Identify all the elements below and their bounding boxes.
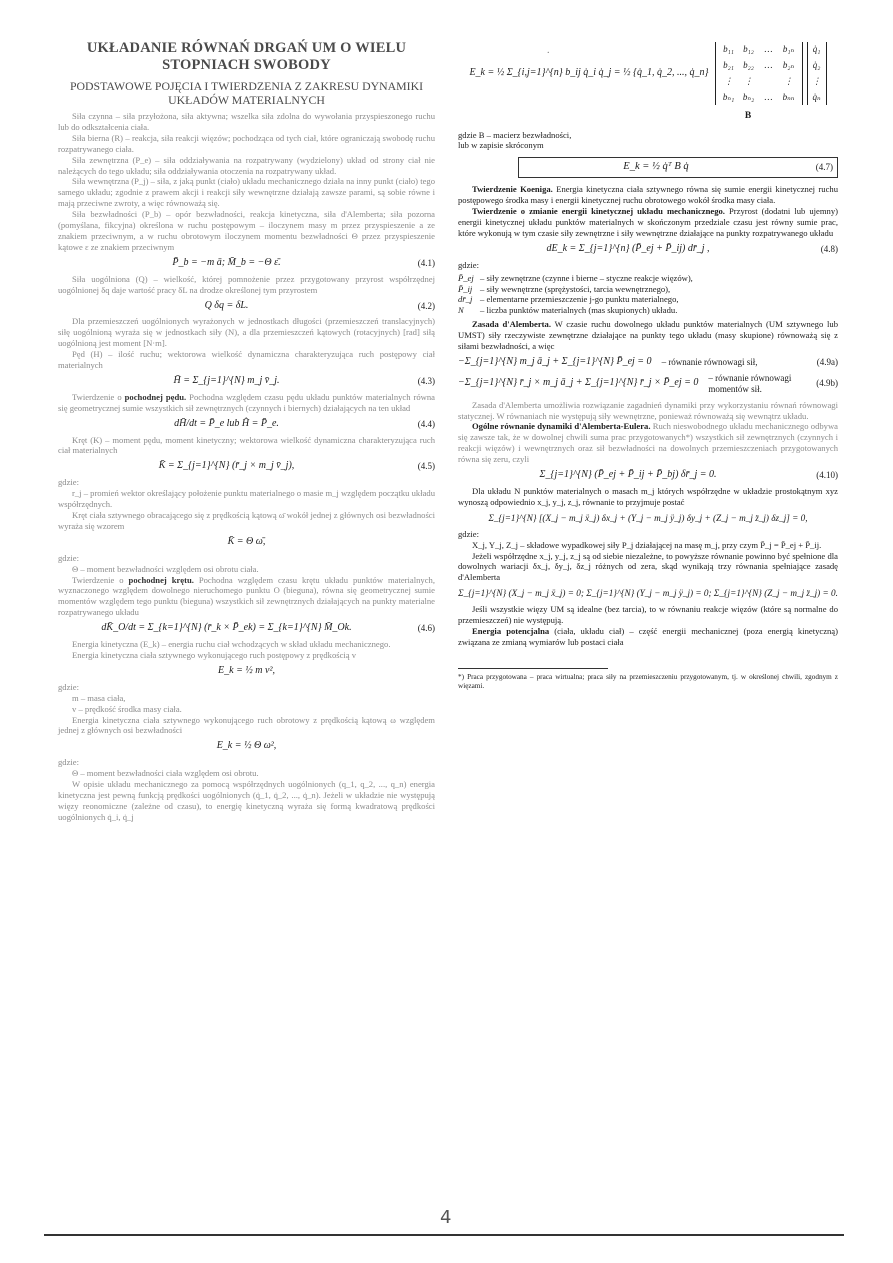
- gdzie-label: gdzie:: [458, 259, 479, 270]
- paragraph: [458, 626, 838, 648]
- equation: [458, 513, 838, 524]
- paragraph: Kręt ciała sztywnego obracającego się z prędkością kątową ω̄ wokół jednej z głównych osi bezwładności wyraża się wzorem: [58, 510, 435, 531]
- vector-cell: q̇₂: [812, 59, 821, 70]
- matrix-cell: [759, 76, 779, 87]
- paragraph: [458, 319, 838, 352]
- text-run: Energia kinetyczna ciała sztywnego równa się sumie energii kinetycznej ruchu postępowego środka masy i energii kinetycznej ruchu obrotowego wokół środka masy ciała.: [458, 184, 838, 206]
- text-run: Pochodna względem czasu krętu układu punktów materialnych, wyznaczonego względem dowolnego nieruchomego punktu O (bieguna), równa się geometrycznej sumie momentów względem tego punktu (bieguna) wszystkich sił zewnętrznych działających na punkty materialne rozpatrywanego układu: [58, 574, 435, 618]
- equation-body: −Σ_{j=1}^{N} m_j ā_j + Σ_{j=1}^{N} P̄_ej = 0: [458, 355, 652, 367]
- definition-row: [458, 284, 838, 295]
- gdzie-label: gdzie:: [458, 528, 479, 539]
- inertia-matrix: [715, 42, 803, 105]
- equation-number: (4.6): [417, 623, 435, 634]
- scan-mark: .: [547, 45, 550, 56]
- equation: [458, 244, 838, 255]
- text-run: Ruch nieswobodnego układu mechanicznego odbywa się zawsze tak, że w dowolnej chwili suma prac przygotowanych*) wszystkich sił zewnętrznych (czynnych i reakcji więzów) i wewnętrznych oraz sił bezwładności na dowolnych przemieszczeniach przygotowanych równa się zeru, czyli: [458, 421, 838, 465]
- definition-row: [458, 273, 838, 284]
- symbol: P̄_ij: [458, 283, 473, 294]
- bottom-rule: [44, 1234, 844, 1236]
- matrix-cell: b₂₁: [723, 59, 734, 70]
- definition-text: – siły zewnętrzne (czynne i bierne – styczne reakcje więzów),: [480, 272, 693, 283]
- paragraph: X_j, Y_j, Z_j – składowe wypadkowej siły P_j działającej na masę m_j, przy czym P̄_j = P̄_ej + P̄_ij.: [472, 539, 822, 550]
- paragraph: [458, 421, 838, 465]
- equation-body: H̄ = Σ_{j=1}^{N} m_j v̄_j.: [173, 374, 280, 386]
- section-title: PODSTAWOWE POJĘCIA I TWIERDZENIA Z ZAKRESU DYNAMIKI UKŁADÓW MATERIALNYCH: [69, 79, 424, 107]
- equation-body: K̄ = Σ_{j=1}^{N} (r̄_j × m_j v̄_j),: [158, 460, 295, 472]
- matrix-label: B: [744, 110, 752, 121]
- equation: [58, 301, 435, 312]
- paragraph: gdzie B – macierz bezwładności,: [458, 129, 572, 140]
- matrix-cell: bₙ₂: [742, 91, 755, 102]
- symbol: N: [458, 305, 464, 316]
- matrix-cell: b₁₂: [743, 44, 754, 54]
- equation-body: Σ_{j=1}^{N} (P̄_ej + P̄_ij + P̄_bj) δr̄_j = 0.: [539, 469, 717, 481]
- equation-body: dK̄_O/dt = Σ_{k=1}^{N} (r̄_k × P̄_ek) = Σ_{k=1}^{N} M̄_Ok.: [101, 622, 352, 634]
- equation-number: (4.4): [417, 418, 435, 429]
- paragraph: Energia kinetyczna ciała sztywnego wykonującego ruch obrotowy z prędkością kątową ω względem jednej z głównych osi bezwładności: [58, 714, 435, 736]
- equation: [58, 666, 435, 677]
- paragraph: [458, 206, 838, 239]
- equation: [458, 357, 838, 368]
- matrix-cell: bₙ₁: [722, 91, 735, 102]
- gdzie-label: gdzie:: [58, 477, 79, 488]
- paragraph: Siła bezwładności (P_b) – opór bezwładności, reakcja kinetyczna, siła d'Alemberta; siła pozorna (pomyślana, fikcyjna) określona w ruchu postępowym – iloczynem masy m przez przyspieszenie a ze znakiem przeciwnym, a w ruchu obrotowym iloczynem momentu bezwładności Θ przez przyspieszenie kątowe ε ze znakiem przeciwnym: [58, 209, 435, 252]
- equation: [58, 376, 435, 387]
- equation: [58, 419, 435, 430]
- text-run: Pochodna względem czasu pędu układu punktów materialnych równa się geometrycznej sumie wszystkich sił zewnętrznych (czynnych i biernych) działających na ten układ: [58, 391, 435, 413]
- equation-body: E_k = ½ q̇ᵀ B q̇: [623, 161, 689, 173]
- chapter-title: UKŁADANIE RÓWNAŃ DRGAŃ UM O WIELU STOPNIACH SWOBODY: [86, 40, 407, 73]
- symbol-definitions: [458, 273, 838, 317]
- paragraph: v – prędkość środka masy ciała.: [72, 703, 182, 714]
- equation: [458, 470, 838, 481]
- equation-body: E_k = ½ Σ_{i,j=1}^{n} b_ij q̇_i q̇_j = ½ {q̇_1, q̇_2, ..., q̇_n}: [469, 66, 709, 78]
- paragraph: m – masa ciała,: [72, 692, 126, 703]
- equation: [58, 623, 435, 634]
- paragraph: Zasada d'Alemberta umożliwia rozwiązanie zagadnień dynamiki przy wykorzystaniu równań równowagi statycznej. W równaniach nie występują siły wewnętrzne, ponieważ równoważą się wewnątrz układu.: [458, 399, 838, 421]
- equation-body: P̄_b = −m ā; M̄_b = −Θ ε̄.: [172, 256, 281, 268]
- definition-text: – siły wewnętrzne (sprężystości, tarcia wewnętrznego),: [480, 283, 671, 294]
- paragraph: Energia kinetyczna (E_k) – energia ruchu ciał wchodzących w skład układu mechanicznego.: [72, 639, 391, 650]
- equation: [58, 461, 435, 472]
- symbol: dr̄_j: [458, 294, 473, 305]
- bold-term: Ogólne równanie dynamiki d'Alemberta-Eulera.: [472, 421, 651, 432]
- text-run: W czasie ruchu dowolnego układu punktów materialnych (UM sztywnego lub UMST) siły rzeczywiste zewnętrzne działające na punkty tego układu (masy skupione) równoważą się z siłami bezwładności, a więc: [458, 319, 838, 352]
- definition-text: – liczba punktów materialnych (mas skupionych) układu.: [480, 305, 678, 316]
- equation-body: E_k = ½ Θ ω²,: [216, 740, 277, 752]
- bold-term: Energia potencjalna: [472, 625, 550, 636]
- bold-term: Twierdzenie o zmianie energii kinetycznej układu mechanicznego.: [472, 206, 725, 217]
- paragraph: [58, 575, 435, 619]
- matrix-cell: b₁₁: [723, 44, 734, 54]
- text-run: Twierdzenie o: [72, 391, 125, 402]
- paragraph: Siła uogólniona (Q) – wielkość, której pomnożenie przez przygotowany przyrost współrzędnej uogólnionej δq daje wartość pracy δL na drodze określonej tym przyrostem: [58, 273, 435, 295]
- paragraph: lub w zapisie skróconym: [458, 140, 544, 151]
- bold-term: pochodnej krętu.: [128, 574, 194, 585]
- paragraph: [458, 184, 838, 206]
- equation-body: K̄ = Θ ω̄,: [227, 535, 266, 547]
- definition-text: – elementarne przemieszczenie j-go punktu materialnego,: [480, 294, 679, 305]
- footnote: *) Praca przygotowana – praca wirtualna; praca siły na przemieszczeniu przygotowanym, tj. w określonej chwili, zgodnym z więzami.: [458, 672, 838, 690]
- matrix-cell: ⋮: [784, 75, 794, 86]
- equation-number: (4.5): [417, 461, 435, 472]
- text-run: Przyrost (dodatni lub ujemny) energii kinetycznej układu punktów materialnych w skończonym przedziale czasu jest równy sumie prac, które wykonują w tym czasie siły zewnętrzne i siły wewnętrzne działające na punkty rozpatrywanego układu: [458, 206, 838, 238]
- matrix-cell: …: [764, 44, 773, 54]
- velocity-vector: [807, 42, 827, 105]
- equation-number: (4.7): [815, 162, 833, 173]
- left-column: [58, 40, 435, 823]
- page-number: 4: [440, 1207, 452, 1228]
- matrix-cell: …: [764, 59, 773, 70]
- paragraph: Siła wewnętrzna (P_j) – siła, z jaką punkt (ciało) układu mechanicznego działa na inny punkt (ciało) tego samego układu; zgodnie z prawem akcji i reakcji siły wewnętrzne działają zawsze parami, są sobie równe i mają przeciwne zwroty, a więc równoważą się.: [58, 176, 435, 209]
- matrix-cell: b₁ₙ: [782, 44, 795, 54]
- paragraph: Siła bierna (R) – reakcja, siła reakcji więzów; pochodząca od tych ciał, które ograniczają swobodę ruchu rozpatrywanego ciała.: [58, 132, 435, 154]
- text-run: Twierdzenie o: [72, 574, 129, 585]
- equation-number: (4.8): [820, 243, 838, 254]
- matrix-cell: ⋮: [744, 75, 754, 86]
- footnote-rule: [458, 668, 608, 669]
- equation-body: E_k = ½ m v²,: [218, 664, 275, 676]
- equation: [58, 537, 435, 548]
- matrix-cell: ⋮: [724, 75, 734, 86]
- gdzie-label: gdzie:: [58, 681, 79, 692]
- text-run: (ciała, układu ciał) – część energii mechanicznej (poza energią kinetyczną) związana ze zmianą wymiarów lub postaci ciała: [458, 625, 838, 647]
- definition-row: [458, 305, 838, 316]
- paragraph: Dla układu N punktów materialnych o masach m_j których współrzędne w układzie prostokątnym xyz wynoszą odpowiednio x_j, y_j, z_j, równanie to przyjmuje postać: [458, 486, 838, 507]
- equation: [458, 373, 838, 395]
- matrix-cell: …: [764, 91, 773, 102]
- paragraph: Siła zewnętrzna (P_e) – siła oddziaływania na rozpatrywany (wydzielony) układ od strony ciał nie należących do tego układu; siła oddziaływania otoczenia na rozpatrywany układ.: [58, 154, 435, 176]
- bold-term: Zasada d'Alemberta.: [472, 319, 551, 330]
- kinetic-energy-matrix-equation: [458, 42, 838, 105]
- equation-body: Q δq = δL.: [204, 299, 249, 311]
- matrix-cell: b₂₂: [743, 59, 754, 70]
- paragraph: Θ – moment bezwładności względem osi obrotu ciała.: [72, 563, 259, 574]
- matrix-cell: b₂ₙ: [782, 59, 795, 70]
- paragraph: Θ – moment bezwładności ciała względem osi obrotu.: [72, 768, 259, 779]
- paragraph: Jeśli wszystkie więzy UM są idealne (bez tarcia), to w równaniu reakcje więzów (które są normalne do przemieszczeń) nie występują.: [458, 604, 838, 626]
- paragraph: Kręt (K) – moment pędu, moment kinetyczny; wektorowa wielkość dynamiczna charakteryzująca ruch ciał materialnych: [58, 434, 435, 456]
- vector-cell: q̇₁: [812, 44, 821, 54]
- paragraph: W opisie układu mechanicznego za pomocą współrzędnych uogólnionych (q_1, q_2, ..., q_n) energia kinetyczna jest pewną funkcją prędkości uogólnionych (q̇_1, q̇_2, ..., q̇_n). Jeżeli w układzie nie występują więzy reonomiczne (zależne od czasu), to energię kinetyczną wyraża się formą kwadratową prędkości uogólnionych q̇_i, q̇_j: [58, 779, 435, 822]
- equation-number: (4.9a): [816, 356, 838, 367]
- equation-comment: – równanie równowagi momentów sił.: [708, 372, 792, 394]
- paragraph: Pęd (H) – ilość ruchu; wektorowa wielkość dynamiczna charakteryzująca ruch postępowy ciał materialnych: [58, 349, 435, 371]
- paragraph: [58, 392, 435, 414]
- equation: [58, 258, 435, 269]
- equation-number: (4.2): [417, 300, 435, 311]
- bold-term: pochodnej pędu.: [124, 391, 187, 402]
- definition-row: [458, 294, 838, 305]
- paragraph: Jeżeli współrzędne x_j, y_j, z_j są od siebie niezależne, to powyższe równanie powinno być spełnione dla dowolnych wariacji δx_j, δy_j, δz_j różnych od zera, skąd wynikają trzy równania spełniające zasadę d'Alemberta: [458, 550, 838, 583]
- matrix-cell: bₙₙ: [782, 91, 795, 102]
- symbol: P̄_ej: [458, 272, 474, 283]
- vector-cell: q̇ₙ: [812, 91, 821, 102]
- equation-number: (4.9b): [816, 378, 838, 389]
- equation-number: (4.3): [417, 375, 435, 386]
- equation-number: (4.10): [816, 470, 838, 481]
- equation: [458, 588, 838, 599]
- gdzie-label: gdzie:: [58, 552, 79, 563]
- right-column: [458, 40, 838, 691]
- equation-body: dE_k = Σ_{j=1}^{n} (P̄_ej + P̄_ij) dr̄_j ,: [546, 242, 710, 254]
- equation-body: Σ_{j=1}^{N} (X_j − m_j ẍ_j) = 0; Σ_{j=1}^{N} (Y_j − m_j ÿ_j) = 0; Σ_{j=1}^{N} (Z_j − m_j z̈_j) = 0.: [458, 588, 838, 599]
- equation: [58, 741, 435, 752]
- paragraph: Dla przemieszczeń uogólnionych wyrażonych w jednostkach długości (przemieszczeń translacyjnych) siłę uogólnioną wyraża się w jednostkach siły (N), a dla przemieszczeń kątowych (rotacyjnych) [rad] siłą uogólnioną jest moment [N·m].: [58, 316, 435, 349]
- boxed-equation: [518, 157, 838, 178]
- equation-body: −Σ_{j=1}^{N} r̄_j × m_j ā_j + Σ_{j=1}^{N} r̄_j × P̄_ej = 0: [458, 377, 699, 389]
- equation-body: Σ_{j=1}^{N} [(X_j − m_j ẍ_j) δx_j + (Y_j − m_j ÿ_j) δy_j + (Z_j − m_j z̈_j) δz_j] = 0,: [488, 512, 808, 523]
- gdzie-label: gdzie:: [58, 757, 79, 768]
- bold-term: Twierdzenie Koeniga.: [472, 184, 553, 195]
- paragraph: Energia kinetyczna ciała sztywnego wykonującego ruch postępowy z prędkością v: [72, 649, 357, 660]
- equation-comment: – równanie równowagi sił,: [661, 356, 758, 367]
- vector-cell: ⋮: [812, 75, 822, 86]
- equation-number: (4.1): [417, 257, 435, 268]
- paragraph: Siła czynna – siła przyłożona, siła aktywna; wszelka siła zdolna do wywołania przyspieszonego ruchu lub do odkształcenia ciała.: [58, 111, 435, 132]
- equation-body: dH̄/dt = P̄_e lub H̄̇ = P̄_e.: [174, 417, 279, 429]
- paragraph: r_j – promień wektor określający położenie punktu materialnego o masie m_j względem początku układu współrzędnych.: [58, 488, 435, 510]
